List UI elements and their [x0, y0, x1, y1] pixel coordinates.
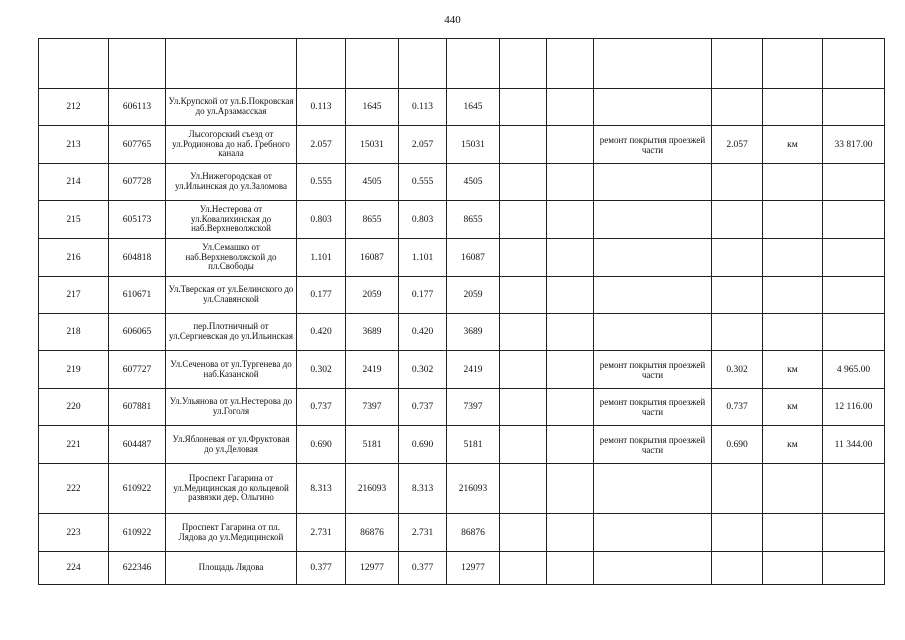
cell-length-2: 0.555 — [399, 164, 447, 201]
cell-street: Лысогорский съезд от ул.Родионова до наб. Гребного канала — [166, 126, 297, 164]
cell-length-2: 0.302 — [399, 351, 447, 389]
cell-work-type — [594, 464, 712, 514]
cell-work-type — [594, 239, 712, 277]
cell-area: 7397 — [346, 389, 399, 426]
cell-work-type: ремонт покрытия проезжей части — [594, 351, 712, 389]
cell-area: 216093 — [346, 464, 399, 514]
cell-unit — [763, 89, 823, 126]
cell-code: 622346 — [109, 552, 166, 585]
table-row — [39, 464, 885, 514]
cell-code: 610922 — [109, 514, 166, 552]
cell-cost: 33 817.00 — [823, 126, 885, 164]
cell-unit — [763, 239, 823, 277]
header-cell — [823, 39, 885, 89]
header-row — [39, 39, 885, 89]
table-row — [39, 389, 885, 426]
cell-number: 216 — [39, 239, 109, 277]
header-cell — [447, 39, 500, 89]
cell-street: Ул.Яблоневая от ул.Фруктовая до ул.Деловая — [166, 426, 297, 464]
cell-cost — [823, 201, 885, 239]
cell-number: 221 — [39, 426, 109, 464]
cell-cost: 12 116.00 — [823, 389, 885, 426]
road-registry-table — [38, 38, 885, 585]
cell-length-2: 0.690 — [399, 426, 447, 464]
cell-unit: км — [763, 389, 823, 426]
header-cell — [500, 39, 547, 89]
cell-area-2: 3689 — [447, 314, 500, 351]
cell-empty — [547, 552, 594, 585]
cell-cost — [823, 314, 885, 351]
cell-length-2: 2.731 — [399, 514, 447, 552]
page-number: 440 — [444, 14, 461, 26]
cell-length-2: 0.803 — [399, 201, 447, 239]
cell-work-length: 2.057 — [712, 126, 763, 164]
cell-cost: 4 965.00 — [823, 351, 885, 389]
cell-area: 12977 — [346, 552, 399, 585]
cell-length: 0.690 — [297, 426, 346, 464]
cell-work-type: ремонт покрытия проезжей части — [594, 389, 712, 426]
cell-street: Ул.Нижегородская от ул.Ильинская до ул.Заломова — [166, 164, 297, 201]
cell-empty — [547, 464, 594, 514]
cell-area: 2419 — [346, 351, 399, 389]
cell-length: 1.101 — [297, 239, 346, 277]
cell-empty — [500, 464, 547, 514]
cell-length: 0.302 — [297, 351, 346, 389]
cell-work-type: ремонт покрытия проезжей части — [594, 126, 712, 164]
table-row — [39, 89, 885, 126]
cell-area: 86876 — [346, 514, 399, 552]
cell-work-length — [712, 164, 763, 201]
table-row — [39, 314, 885, 351]
cell-work-type — [594, 89, 712, 126]
cell-cost — [823, 164, 885, 201]
cell-empty — [547, 314, 594, 351]
cell-number: 224 — [39, 552, 109, 585]
cell-area-2: 1645 — [447, 89, 500, 126]
cell-code: 606113 — [109, 89, 166, 126]
cell-area-2: 2059 — [447, 277, 500, 314]
cell-length: 0.420 — [297, 314, 346, 351]
cell-work-type — [594, 552, 712, 585]
cell-area-2: 12977 — [447, 552, 500, 585]
cell-street: Ул.Крупской от ул.Б.Покровская до ул.Арзамасская — [166, 89, 297, 126]
cell-empty — [500, 552, 547, 585]
table-row — [39, 239, 885, 277]
cell-unit — [763, 201, 823, 239]
cell-empty — [500, 164, 547, 201]
cell-street: пер.Плотничный от ул.Сергиевская до ул.Ильинская — [166, 314, 297, 351]
cell-empty — [500, 126, 547, 164]
cell-code: 605173 — [109, 201, 166, 239]
cell-work-length — [712, 514, 763, 552]
cell-work-type: ремонт покрытия проезжей части — [594, 426, 712, 464]
cell-area: 16087 — [346, 239, 399, 277]
cell-code: 607881 — [109, 389, 166, 426]
cell-length: 8.313 — [297, 464, 346, 514]
cell-street: Ул.Ульянова от ул.Нестерова до ул.Гоголя — [166, 389, 297, 426]
cell-cost: 11 344.00 — [823, 426, 885, 464]
cell-work-type — [594, 277, 712, 314]
cell-empty — [500, 351, 547, 389]
header-cell — [109, 39, 166, 89]
table-row — [39, 277, 885, 314]
cell-length: 2.057 — [297, 126, 346, 164]
cell-work-length: 0.737 — [712, 389, 763, 426]
header-cell — [594, 39, 712, 89]
cell-area-2: 16087 — [447, 239, 500, 277]
cell-number: 212 — [39, 89, 109, 126]
cell-empty — [547, 389, 594, 426]
cell-unit — [763, 552, 823, 585]
cell-work-length: 0.690 — [712, 426, 763, 464]
cell-length: 0.555 — [297, 164, 346, 201]
cell-work-length — [712, 464, 763, 514]
table-row — [39, 201, 885, 239]
cell-empty — [500, 314, 547, 351]
cell-work-length: 0.302 — [712, 351, 763, 389]
cell-empty — [500, 426, 547, 464]
cell-unit — [763, 164, 823, 201]
cell-unit — [763, 314, 823, 351]
cell-empty — [547, 239, 594, 277]
cell-unit — [763, 277, 823, 314]
cell-unit: км — [763, 351, 823, 389]
cell-cost — [823, 239, 885, 277]
cell-area: 2059 — [346, 277, 399, 314]
cell-code: 610922 — [109, 464, 166, 514]
cell-number: 219 — [39, 351, 109, 389]
cell-code: 607728 — [109, 164, 166, 201]
cell-empty — [547, 126, 594, 164]
cell-work-length — [712, 239, 763, 277]
cell-empty — [500, 239, 547, 277]
cell-length: 0.113 — [297, 89, 346, 126]
table-row — [39, 351, 885, 389]
cell-area-2: 2419 — [447, 351, 500, 389]
cell-empty — [500, 201, 547, 239]
cell-unit — [763, 514, 823, 552]
cell-unit: км — [763, 126, 823, 164]
cell-empty — [500, 89, 547, 126]
cell-work-length — [712, 277, 763, 314]
cell-empty — [547, 201, 594, 239]
cell-length-2: 8.313 — [399, 464, 447, 514]
cell-cost — [823, 552, 885, 585]
header-cell — [399, 39, 447, 89]
cell-area-2: 8655 — [447, 201, 500, 239]
cell-cost — [823, 514, 885, 552]
cell-work-length — [712, 201, 763, 239]
header-cell — [297, 39, 346, 89]
cell-code: 604487 — [109, 426, 166, 464]
cell-code: 606065 — [109, 314, 166, 351]
cell-empty — [500, 277, 547, 314]
cell-area: 1645 — [346, 89, 399, 126]
cell-empty — [547, 426, 594, 464]
cell-number: 220 — [39, 389, 109, 426]
cell-number: 215 — [39, 201, 109, 239]
cell-work-type — [594, 164, 712, 201]
cell-street: Проспект Гагарина от пл. Лядова до ул.Медицинской — [166, 514, 297, 552]
cell-empty — [500, 389, 547, 426]
cell-area-2: 5181 — [447, 426, 500, 464]
cell-street: Площадь Лядова — [166, 552, 297, 585]
cell-code: 607727 — [109, 351, 166, 389]
cell-length-2: 0.177 — [399, 277, 447, 314]
cell-street: Ул.Тверская от ул.Белинского до ул.Славянской — [166, 277, 297, 314]
cell-empty — [547, 351, 594, 389]
cell-area-2: 4505 — [447, 164, 500, 201]
cell-length: 0.737 — [297, 389, 346, 426]
cell-work-length — [712, 89, 763, 126]
header-cell — [166, 39, 297, 89]
cell-length: 2.731 — [297, 514, 346, 552]
cell-street: Ул.Сеченова от ул.Тургенева до наб.Казанской — [166, 351, 297, 389]
cell-cost — [823, 89, 885, 126]
header-cell — [39, 39, 109, 89]
cell-length-2: 2.057 — [399, 126, 447, 164]
cell-area: 15031 — [346, 126, 399, 164]
cell-area: 8655 — [346, 201, 399, 239]
cell-area: 4505 — [346, 164, 399, 201]
table-row — [39, 164, 885, 201]
cell-number: 214 — [39, 164, 109, 201]
header-cell — [346, 39, 399, 89]
cell-code: 607765 — [109, 126, 166, 164]
cell-code: 610671 — [109, 277, 166, 314]
cell-number: 223 — [39, 514, 109, 552]
cell-number: 213 — [39, 126, 109, 164]
cell-empty — [547, 89, 594, 126]
header-cell — [547, 39, 594, 89]
table-row — [39, 514, 885, 552]
cell-area-2: 216093 — [447, 464, 500, 514]
header-cell — [712, 39, 763, 89]
cell-length-2: 0.113 — [399, 89, 447, 126]
cell-area-2: 7397 — [447, 389, 500, 426]
cell-area: 5181 — [346, 426, 399, 464]
cell-unit — [763, 464, 823, 514]
table-body — [39, 89, 885, 585]
cell-empty — [500, 514, 547, 552]
cell-length-2: 0.420 — [399, 314, 447, 351]
cell-empty — [547, 514, 594, 552]
table-row — [39, 126, 885, 164]
cell-length: 0.177 — [297, 277, 346, 314]
table-row — [39, 426, 885, 464]
cell-unit: км — [763, 426, 823, 464]
cell-area-2: 15031 — [447, 126, 500, 164]
cell-code: 604818 — [109, 239, 166, 277]
cell-work-type — [594, 514, 712, 552]
cell-work-length — [712, 552, 763, 585]
cell-work-type — [594, 314, 712, 351]
cell-area-2: 86876 — [447, 514, 500, 552]
cell-length-2: 1.101 — [399, 239, 447, 277]
cell-length-2: 0.377 — [399, 552, 447, 585]
cell-length: 0.377 — [297, 552, 346, 585]
cell-cost — [823, 277, 885, 314]
cell-street: Ул.Семашко от наб.Верхневолжской до пл.Свободы — [166, 239, 297, 277]
cell-area: 3689 — [346, 314, 399, 351]
cell-street: Ул.Нестерова от ул.Ковалихинская до наб.Верхневолжской — [166, 201, 297, 239]
cell-empty — [547, 277, 594, 314]
cell-street: Проспект Гагарина от ул.Медицинская до кольцевой развязки дер. Ольгино — [166, 464, 297, 514]
cell-number: 218 — [39, 314, 109, 351]
cell-length: 0.803 — [297, 201, 346, 239]
cell-empty — [547, 164, 594, 201]
cell-work-type — [594, 201, 712, 239]
cell-work-length — [712, 314, 763, 351]
header-cell — [763, 39, 823, 89]
cell-cost — [823, 464, 885, 514]
cell-length-2: 0.737 — [399, 389, 447, 426]
table-row — [39, 552, 885, 585]
cell-number: 222 — [39, 464, 109, 514]
cell-number: 217 — [39, 277, 109, 314]
